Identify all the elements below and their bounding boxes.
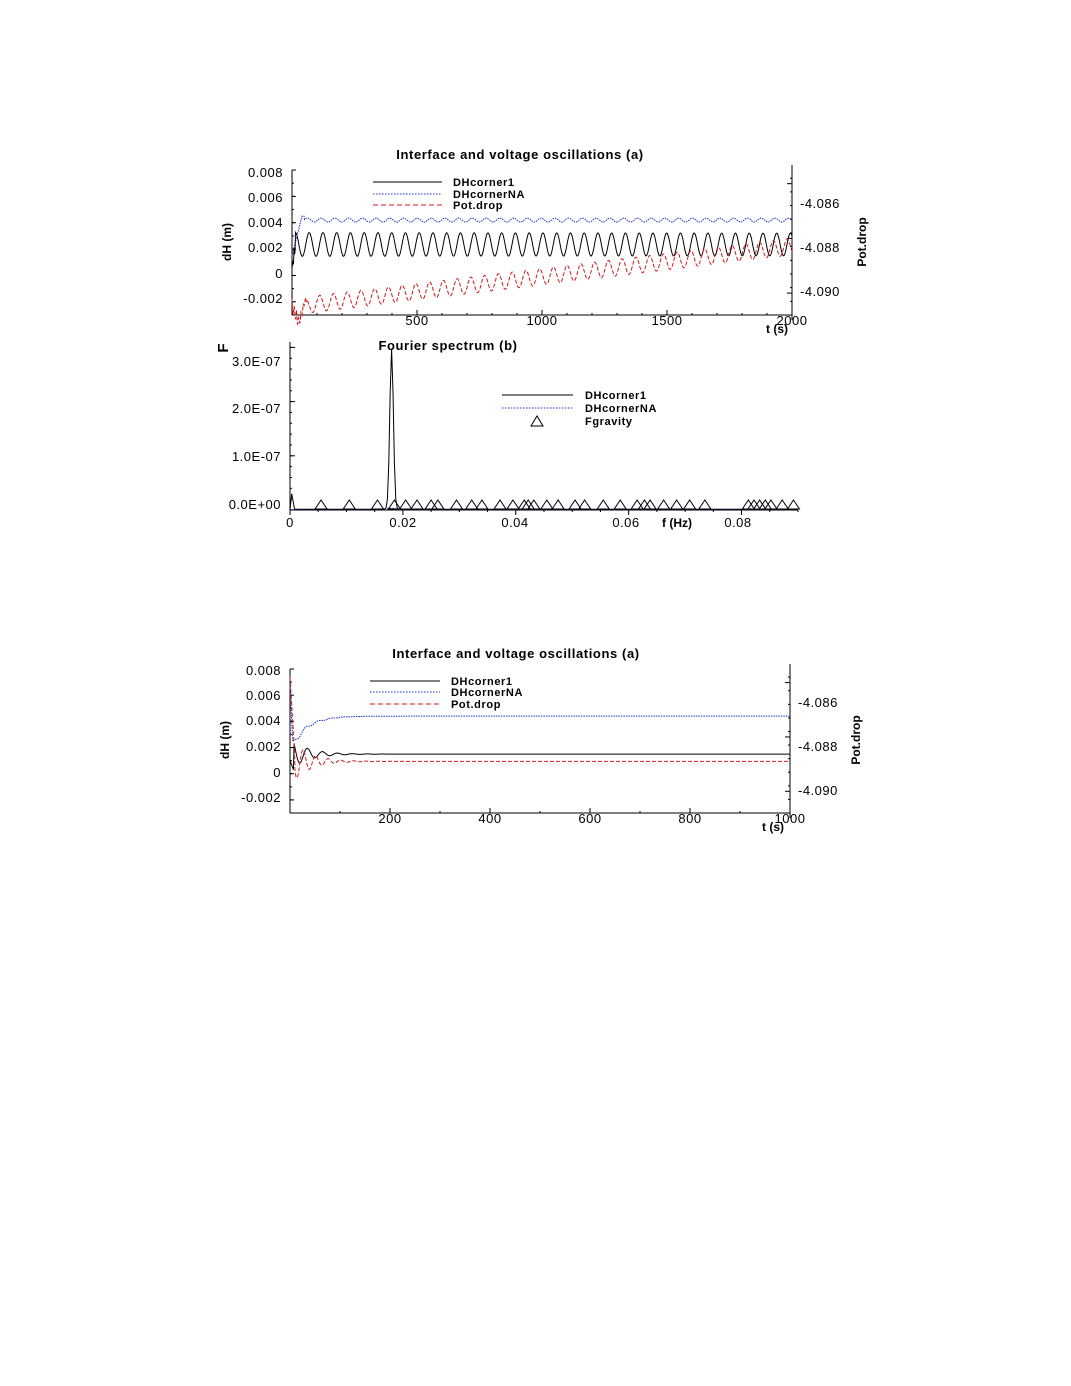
chart1-ytick-label: -0.002 bbox=[243, 291, 283, 306]
chart1-ytick-label: 0.004 bbox=[247, 215, 283, 230]
chart2-ylabel: F bbox=[215, 343, 232, 353]
fgravity-marker bbox=[552, 500, 564, 509]
chart3-y2tick-label: -4.086 bbox=[798, 695, 838, 710]
chart3-series-potdrop-line bbox=[290, 677, 790, 778]
fgravity-marker bbox=[541, 500, 553, 509]
chart3-title: Interface and voltage oscillations (a) bbox=[392, 646, 640, 661]
chart1-legend-label-dhcorner1: DHcorner1 bbox=[453, 177, 515, 189]
chart3-xtick-label: 600 bbox=[578, 811, 602, 826]
chart1-ytick-label: 0.006 bbox=[247, 190, 283, 205]
fgravity-marker bbox=[671, 500, 683, 509]
chart2-ytick-label: 1.0E-07 bbox=[231, 449, 281, 464]
chart-time-series-2 bbox=[218, 646, 863, 834]
chart2-xtick-label: 0 bbox=[286, 515, 294, 530]
chart3-ylabel: dH (m) bbox=[218, 721, 232, 759]
chart1-ytick-label: 0 bbox=[275, 266, 283, 281]
fgravity-marker bbox=[388, 500, 400, 509]
chart1-xtick-label: 1000 bbox=[526, 313, 558, 328]
fgravity-marker bbox=[684, 500, 696, 509]
fgravity-marker bbox=[451, 500, 463, 509]
chart3-ytick-label: 0.008 bbox=[245, 663, 281, 678]
fgravity-marker bbox=[466, 500, 478, 509]
fgravity-marker bbox=[494, 500, 506, 509]
chart1-xlabel: t (s) bbox=[766, 322, 788, 336]
chart2-xtick-label: 0.04 bbox=[501, 515, 529, 530]
chart2-xtick-label: 0.06 bbox=[612, 515, 640, 530]
chart2-legend-label-dhcornerna: DHcornerNA bbox=[585, 403, 658, 415]
fgravity-marker bbox=[597, 500, 609, 509]
chart3-series-dhcornerna-line bbox=[290, 685, 790, 742]
chart3-xlabel: t (s) bbox=[762, 820, 784, 834]
chart1-y2tick-label: -4.090 bbox=[800, 284, 840, 299]
chart3-ytick-label: 0 bbox=[273, 765, 281, 780]
chart3-ytick-label: -0.002 bbox=[241, 790, 281, 805]
fgravity-marker bbox=[476, 500, 488, 509]
chart2-legend-label-dhcorner1: DHcorner1 bbox=[585, 390, 647, 402]
chart1-legend-label-dhcornerna: DHcornerNA bbox=[453, 189, 526, 201]
chart2-ytick-label: 3.0E-07 bbox=[231, 354, 281, 369]
fgravity-marker bbox=[658, 500, 670, 509]
fgravity-marker bbox=[614, 500, 626, 509]
chart3-xtick-label: 800 bbox=[678, 811, 702, 826]
chart1-title: Interface and voltage oscillations (a) bbox=[396, 147, 644, 162]
chart1-legend bbox=[373, 177, 525, 212]
chart3-ytick-label: 0.002 bbox=[245, 739, 281, 754]
chart3-legend-label-dhcorner1: DHcorner1 bbox=[451, 676, 513, 688]
chart3-ytick-label: 0.006 bbox=[245, 688, 281, 703]
chart1-series-dhcorner1-line bbox=[292, 232, 792, 269]
chart1-ylabel: dH (m) bbox=[220, 223, 234, 261]
chart1-xtick-label: 1500 bbox=[651, 313, 683, 328]
chart1-xtick-label: 500 bbox=[405, 313, 429, 328]
fgravity-marker bbox=[776, 500, 788, 509]
chart2-xlabel: f (Hz) bbox=[662, 516, 692, 530]
chart3-legend bbox=[370, 676, 523, 711]
chart3-y2label: Pot.drop bbox=[849, 715, 863, 765]
chart2-ytick-label: 0.0E+00 bbox=[228, 497, 281, 512]
chart3-ticks bbox=[290, 669, 790, 813]
chart3-xtick-label: 1000 bbox=[774, 811, 806, 826]
chart-fourier-spectrum bbox=[215, 338, 799, 530]
chart1-legend-label-potdrop: Pot.drop bbox=[453, 200, 504, 212]
chart1-xtick-label: 2000 bbox=[776, 313, 808, 328]
chart2-series-fgravity-markers bbox=[315, 500, 799, 509]
fgravity-marker bbox=[507, 500, 519, 509]
chart2-ticks bbox=[290, 347, 798, 515]
chart3-series-dhcorner1-line bbox=[290, 744, 790, 770]
chart3-y2tick-label: -4.088 bbox=[798, 739, 838, 754]
chart2-legend bbox=[502, 390, 657, 428]
fgravity-marker bbox=[315, 500, 327, 509]
fgravity-marker bbox=[699, 500, 711, 509]
chart3-xtick-label: 400 bbox=[478, 811, 502, 826]
fgravity-marker bbox=[371, 500, 383, 509]
fgravity-marker bbox=[787, 500, 799, 509]
chart1-ytick-label: 0.008 bbox=[247, 165, 283, 180]
chart1-y2tick-label: -4.086 bbox=[800, 196, 840, 211]
chart3-ytick-label: 0.004 bbox=[245, 713, 281, 728]
chart3-legend-label-dhcornerna: DHcornerNA bbox=[451, 687, 524, 699]
chart1-ytick-label: 0.002 bbox=[247, 240, 283, 255]
chart1-y2tick-label: -4.088 bbox=[800, 240, 840, 255]
chart2-ytick-label: 2.0E-07 bbox=[231, 401, 281, 416]
chart2-legend-label-fgravity: Fgravity bbox=[585, 416, 633, 428]
fgravity-marker bbox=[343, 500, 355, 509]
chart2-series-dhcorner1-line bbox=[290, 349, 797, 510]
chart2-xtick-label: 0.08 bbox=[724, 515, 752, 530]
chart2-title: Fourier spectrum (b) bbox=[378, 338, 518, 353]
fgravity-marker bbox=[411, 500, 423, 509]
fgravity-marker bbox=[400, 500, 412, 509]
chart3-legend-label-potdrop: Pot.drop bbox=[451, 699, 502, 711]
chart2-xtick-label: 0.02 bbox=[389, 515, 417, 530]
chart-time-series-1 bbox=[220, 147, 869, 336]
chart3-xtick-label: 200 bbox=[378, 811, 402, 826]
chart3-y2tick-label: -4.090 bbox=[798, 783, 838, 798]
chart1-y2label: Pot.drop bbox=[855, 217, 869, 267]
chart2-legend-marker-fgravity bbox=[531, 416, 543, 426]
